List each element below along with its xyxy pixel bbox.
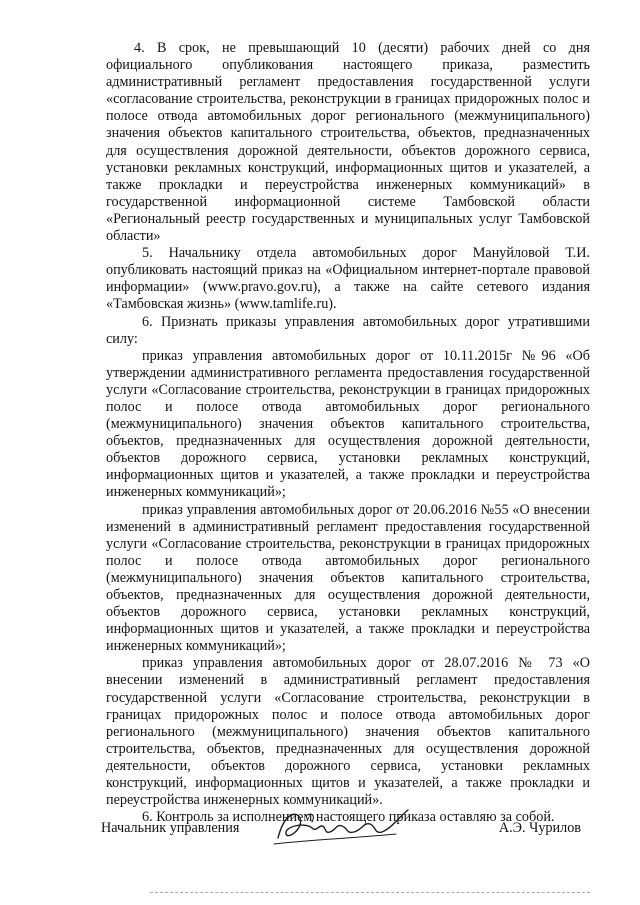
document-body	[106, 40, 590, 826]
paragraph-control: 6. Контроль за исполнением настоящего приказа оставляю за собой.	[142, 809, 555, 826]
signatory-position: Начальник управления	[101, 820, 240, 836]
paragraph-6: 6. Признать приказы управления автомобильных дорог утратившими силу:	[106, 313, 590, 347]
paragraph-5: 5. Начальнику отдела автомобильных дорог Мануйловой Т.И. опубликовать настоящий приказ на «Официальном интернет-портале правовой информации» (www.pravo.gov.ru), а также на сайте сетевого издания «Тамбовская жизнь» (www.tamlife.ru).	[106, 245, 590, 313]
repealed-order-3: приказ управления автомобильных дорог от 28.07.2016 № 73 «О внесении изменений в административный регламент предоставления государственной услуги «Согласование строительства, реконструкции в границах придорожных полос и полосе отвода автомобильных дорог регионального (межмуниципального) значения объектов капитального строительства, объектов, предназначенных для осуществления дорожной деятельности, объектов дорожного сервиса, установки рекламных конструкций, информационных щитов и указателей, а также прокладки и переустройства инженерных коммуникаций».	[106, 655, 590, 809]
handwritten-signature	[266, 804, 416, 850]
paragraph-4: 4. В срок, не превышающий 10 (десяти) рабочих дней со дня официального опубликования настоящего приказа, разместить административный регламент предоставления государственной услуги «согласование строительства, реконструкции в границах придорожных полос и полосе отвода автомобильных дорог регионального (межмуниципального) значения объектов капитального строительства, объектов, предназначенных для осуществления дорожной деятельности, объектов дорожного сервиса, установки рекламных конструкций, информационных щитов и указателей, а также прокладки и переустройства инженерных коммуникаций» в государственной информационной системе Тамбовской области «Региональный реестр государственных и муниципальных услуг Тамбовской области»	[106, 40, 590, 245]
signatory-name: А.Э. Чурилов	[498, 820, 581, 836]
signature-block	[101, 820, 581, 860]
repealed-order-2: приказ управления автомобильных дорог от 20.06.2016 №55 «О внесении изменений в административный регламент предоставления государственной услуги «Согласование строительства, реконструкции в границах придорожных полос и полосе отвода автомобильных дорог регионального (межмуниципального) значения объектов капитального строительства, объектов, предназначенных для осуществления дорожной деятельности, объектов дорожного сервиса, установки рекламных конструкций, информационных щитов и указателей, а также прокладки и переустройства инженерных коммуникаций»;	[106, 501, 590, 655]
repealed-order-1: приказ управления автомобильных дорог от 10.11.2015г №96 «Об утверждении административного регламента предоставления государственной услуги «Согласование строительства, реконструкции в границах придорожных полос и полосе отвода автомобильных дорог регионального (межмуниципального) значения объектов капитального строительства, объектов, предназначенных для осуществления дорожной деятельности, объектов дорожного сервиса, установки рекламных конструкций, информационных щитов и указателей, а также прокладки и переустройства инженерных коммуникаций»;	[106, 347, 590, 501]
footer-divider	[150, 892, 590, 893]
